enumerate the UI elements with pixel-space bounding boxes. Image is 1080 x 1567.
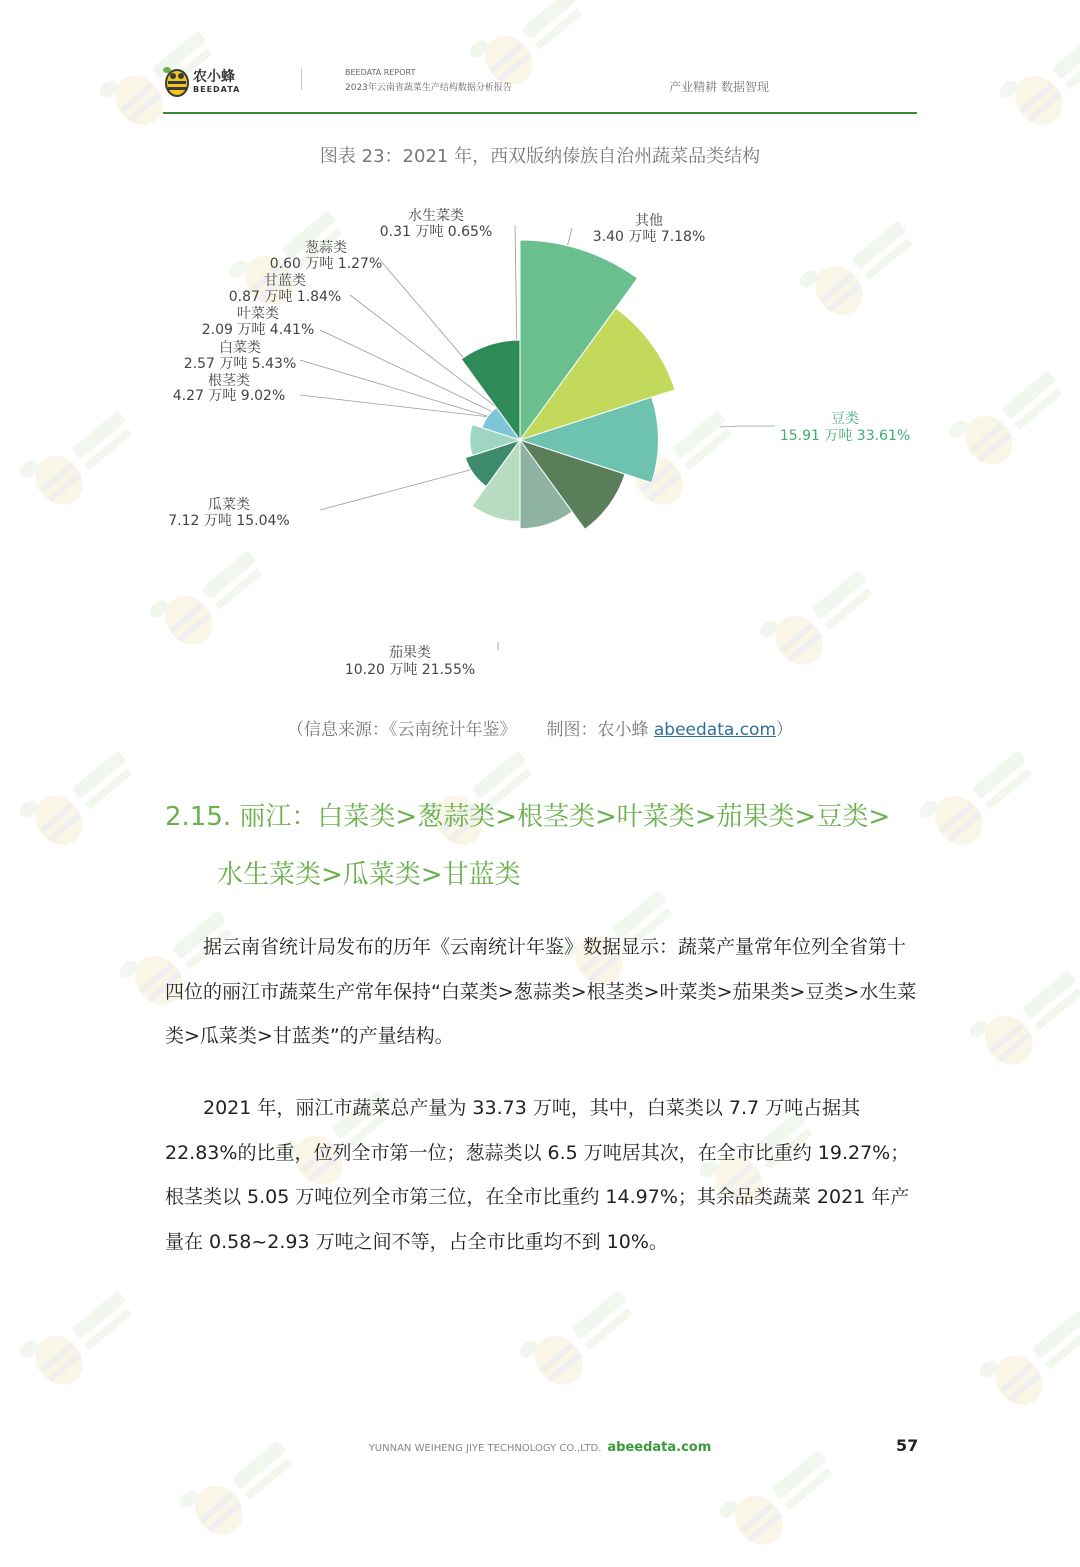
source-credit: 制图：农小蜂 xyxy=(546,720,654,740)
footer-site[interactable]: abeedata.com xyxy=(607,1440,712,1455)
watermark-bee-icon xyxy=(511,1267,658,1407)
section-heading xyxy=(165,788,925,904)
label-name-congSuanLei: 葱蒜类 xyxy=(305,240,347,256)
page-header xyxy=(163,58,917,114)
figure-source xyxy=(0,715,1080,740)
label-value-baiCaiLei: 2.57 万吨 5.43% xyxy=(183,356,297,372)
section-heading-line2: 水生菜类>瓜菜类>甘蓝类 xyxy=(217,860,521,890)
label-name-shuiShengCaiLei: 水生菜类 xyxy=(408,208,464,224)
source-close: ） xyxy=(776,720,794,740)
label-value-shuiShengCaiLei: 0.31 万吨 0.65% xyxy=(379,224,493,240)
source-link[interactable]: abeedata.com xyxy=(653,720,777,740)
source-text: （信息来源：《云南统计年鉴》 xyxy=(286,720,517,740)
footer-company: YUNNAN WEIHENG JIYE TECHNOLOGY CO.,LTD. xyxy=(368,1443,602,1454)
label-value-congSuanLei: 0.60 万吨 1.27% xyxy=(269,256,383,272)
label-name-douLei: 豆类 xyxy=(831,411,859,427)
watermark-bee-icon xyxy=(961,947,1080,1087)
figure-title: 图表 23：2021 年，西双版纳傣族自治州蔬菜品类结构 xyxy=(319,146,761,167)
watermark-bee-icon xyxy=(971,1287,1080,1427)
label-value-douLei: 15.91 万吨 33.61% xyxy=(779,428,911,444)
report-name-english: BEEDATA REPORT xyxy=(345,68,416,77)
body-paragraph: 据云南省统计局发布的历年《云南统计年鉴》数据显示：蔬菜产量常年位列全省第十四位的丽江市蔬菜生产常年保持“白菜类>葱蒜类>根茎类>叶菜类>茄果类>豆类>水生菜类>瓜菜类>甘蓝类”的产量结构。 xyxy=(165,936,917,1047)
label-name-qiTa: 其他 xyxy=(635,213,663,229)
bee-logo-icon xyxy=(163,64,191,98)
logo-english: BEEDATA xyxy=(193,85,241,94)
label-value-ganLanLei: 0.87 万吨 1.84% xyxy=(228,289,342,305)
logo-name: 农小蜂 xyxy=(193,69,235,85)
label-value-guaCaiLei: 7.12 万吨 15.04% xyxy=(168,513,290,529)
watermark-bee-icon xyxy=(991,7,1080,147)
label-name-guaCaiLei: 瓜菜类 xyxy=(208,497,250,513)
label-name-ganLanLei: 甘蓝类 xyxy=(264,273,306,289)
label-name-qieGuoLei: 茄果类 xyxy=(389,645,431,661)
watermark-bee-icon xyxy=(911,727,1058,867)
label-value-genJingLei: 4.27 万吨 9.02% xyxy=(172,388,286,404)
watermark-bee-icon xyxy=(11,727,158,867)
rose-chart xyxy=(0,180,1080,700)
body-paragraph: 2021 年，丽江市蔬菜总产量为 33.73 万吨，其中，白菜类以 7.7 万吨占据其 22.83%的比重，位列全市第一位；葱蒜类以 6.5 万吨居其次，在全市比重约 19.27%；根茎类以 5.05 万吨位列全市第三位，在全市比重约 14.97%；其余品类蔬菜 2021 年产量在 0.58~2.93 万吨之间不等，占全市比重均不到 10%。 xyxy=(165,1097,910,1253)
label-value-yeCaiLei: 2.09 万吨 4.41% xyxy=(201,322,315,338)
header-divider xyxy=(301,68,302,90)
watermark-bee-icon xyxy=(171,1417,318,1557)
report-name: 2023年云南省蔬菜生产结构数据分析报告 xyxy=(345,83,512,93)
label-value-qieGuoLei: 10.20 万吨 21.55% xyxy=(344,662,476,678)
label-value-qiTa: 3.40 万吨 7.18% xyxy=(592,229,706,245)
section-heading-line1: 2.15. 丽江：白菜类>葱蒜类>根茎类>叶菜类>茄果类>豆类> xyxy=(165,802,891,832)
watermark-bee-icon xyxy=(11,1267,158,1407)
header-rule xyxy=(163,112,917,114)
label-name-genJingLei: 根茎类 xyxy=(208,373,250,389)
chart-slices xyxy=(461,240,675,529)
page-number: 57 xyxy=(896,1436,919,1455)
header-slogan: 产业精耕 数据智现 xyxy=(669,80,769,94)
label-name-baiCaiLei: 白菜类 xyxy=(219,340,261,356)
label-name-yeCaiLei: 叶菜类 xyxy=(237,306,279,322)
